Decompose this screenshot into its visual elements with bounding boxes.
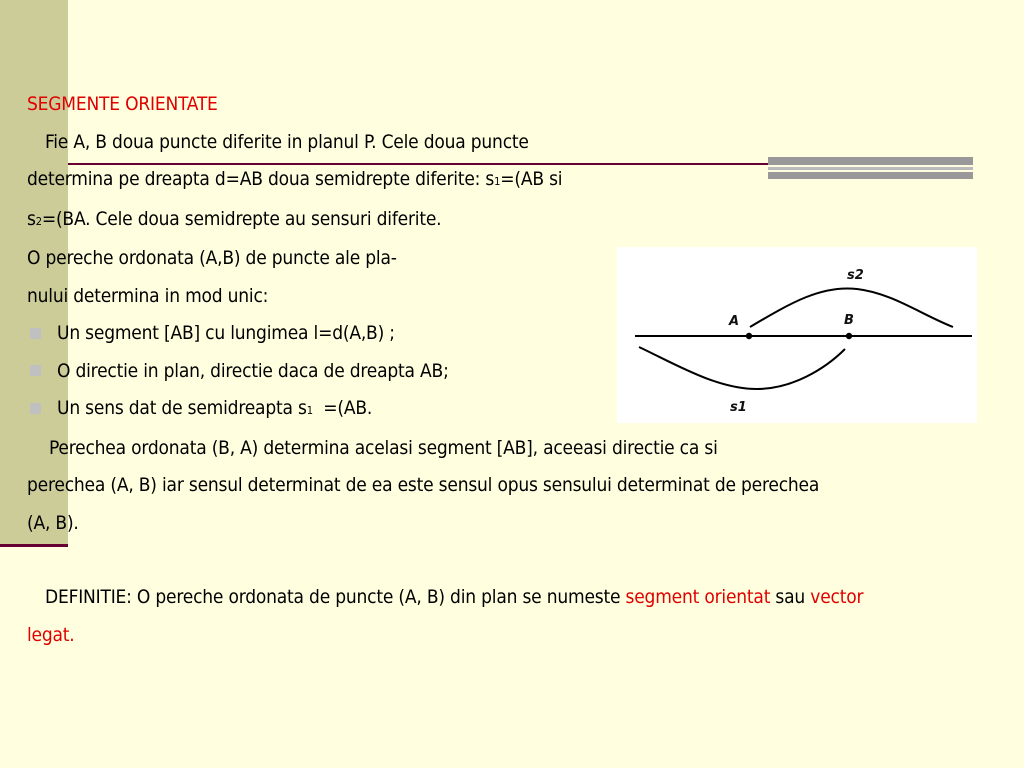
intro-line-5: nului determina in mod unic: (27, 284, 269, 307)
intro-line-1: Fie A, B doua puncte diferite in planul P. Cele doua puncte (45, 130, 529, 153)
pair-line-2: perechea (A, B) iar sensul determinat de ea este sensul opus sensului determinat de perechea (27, 474, 820, 496)
label-a: A (729, 314, 740, 329)
label-s1: s1 (730, 400, 747, 415)
diagram-svg (617, 247, 977, 423)
bullet-item-sense: Un sens dat de semidreapta s1 =(AB. (27, 390, 1002, 430)
definition-line-2: legat. (27, 623, 75, 646)
half-lines-diagram (617, 247, 977, 423)
label-s2: s2 (847, 268, 864, 283)
pair-line-3: (A, B). (27, 511, 79, 534)
half-line-s1-arc (639, 347, 845, 389)
square-bullet-icon (30, 328, 41, 339)
slide-title: SEGMENTE ORIENTATE (27, 93, 218, 115)
bullet-item-direction: O directie in plan, directie daca de dreapta AB; (27, 353, 1002, 391)
definition-line-1: DEFINITIE: O pereche ordonata de puncte (A, B) din plan se numeste segment orientat sau vector (45, 586, 864, 608)
intro-line-3: s2=(BA. Cele doua semidrepte au sensuri diferite. (27, 207, 442, 230)
pair-line-1: Perechea ordonata (B, A) determina acelasi segment [AB], aceeasi directie ca si (49, 436, 718, 459)
bullet-item-segment: Un segment [AB] cu lungimea l=d(A,B) ; (27, 315, 1002, 353)
term-segment-orientat: segment orientat (625, 586, 771, 608)
square-bullet-icon (30, 403, 41, 414)
label-b: B (844, 313, 854, 328)
intro-line-2: determina pe dreapta d=AB doua semidrepte diferite: s1=(AB si (27, 168, 563, 190)
point-a-dot (746, 333, 752, 339)
point-b-dot (846, 333, 852, 339)
term-vector: vector (810, 586, 864, 608)
square-bullet-icon (30, 365, 41, 376)
intro-line-4: O pereche ordonata (A,B) de puncte ale pla- (27, 247, 397, 269)
